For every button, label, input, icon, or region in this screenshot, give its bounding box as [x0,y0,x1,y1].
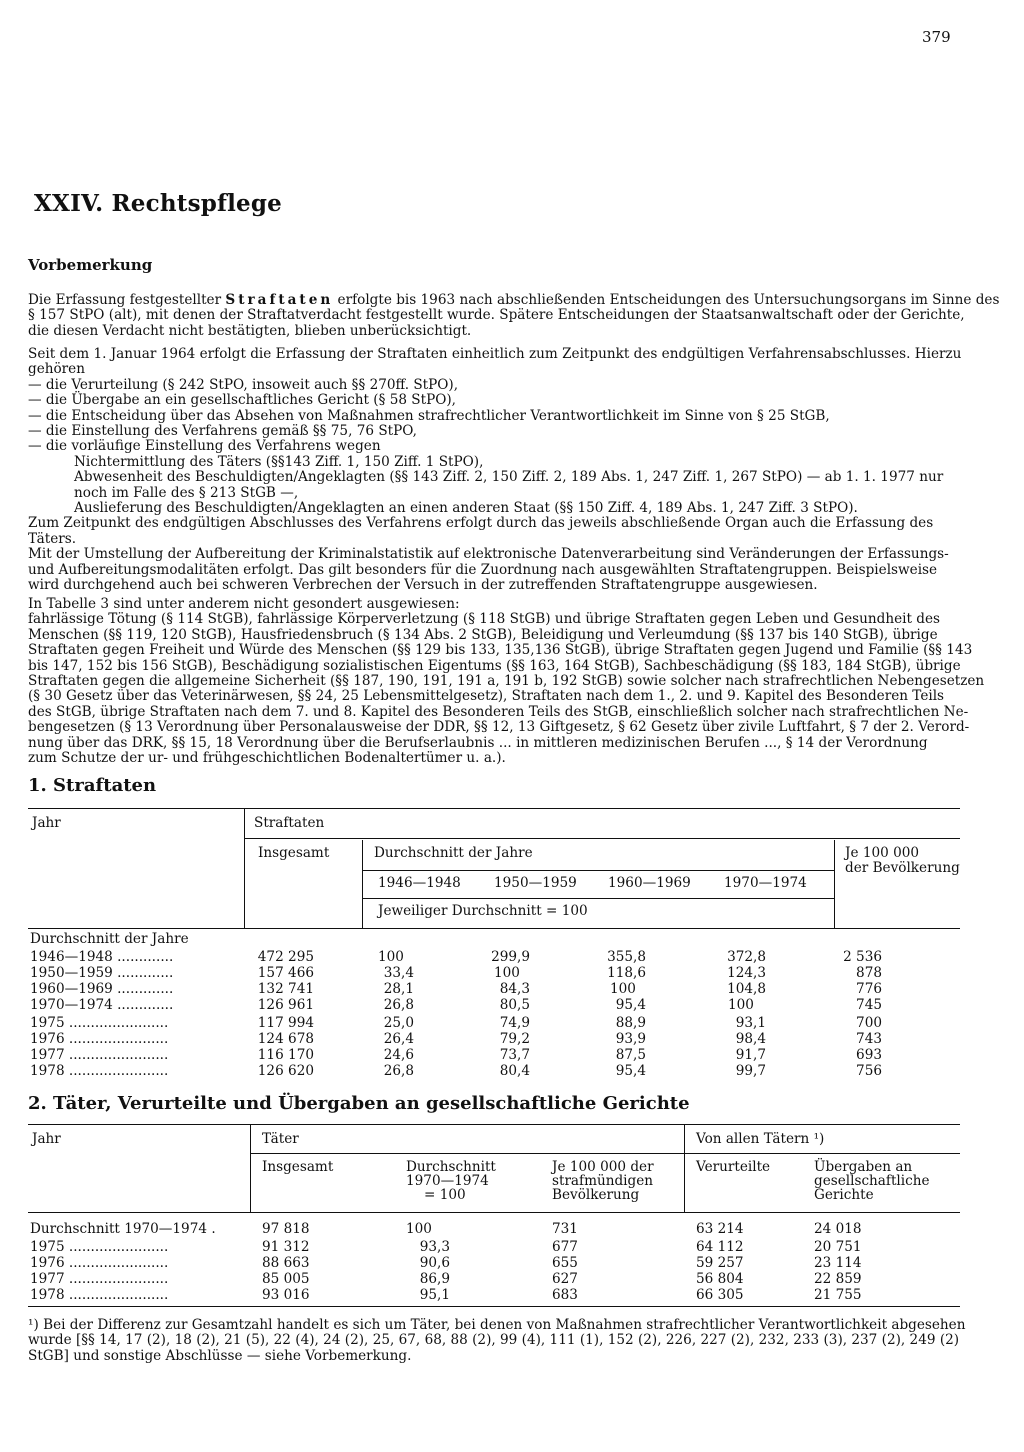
table2-header-uebergaben: Gerichte [814,1187,874,1203]
cell-verurteilte: 64 112 [696,1239,744,1255]
table2-header-durchschnitt: Durchschnitt [406,1159,496,1175]
paragraph-line: bengesetzen (§ 13 Verordnung über Personalausweise der DDR, §§ 12, 13 Giftgesetz, § 62 Gesetz über zivile Luftfahrt, § 7 der 2. Verord- [28,719,970,736]
cell-je: 731 [552,1221,578,1237]
cell-insgesamt: 93 016 [262,1287,310,1303]
cell-insgesamt: 124 678 [257,1031,314,1047]
table2-header-taeter: Täter [262,1131,299,1147]
cell-1946: 24,6 [383,1047,414,1063]
paragraph-line: Mit der Umstellung der Aufbereitung der Kriminalstatistik auf elektronische Datenverarbeitung sind Veränderungen der Erfassungs- [28,546,949,563]
cell-1970: 100 [728,997,754,1013]
cell-1950: 74,9 [499,1015,530,1031]
table2-header-uebergaben: Übergaben an [814,1159,913,1175]
table1-header-durchschnitt: Durchschnitt der Jahre [374,845,533,861]
cell-uebergaben: 24 018 [814,1221,862,1237]
paragraph-line: gehören [28,361,85,378]
footnote [28,1317,966,1364]
table2-header-verurteilte: Verurteilte [696,1159,771,1175]
cell-1970: 93,1 [735,1015,766,1031]
cell-1946: 26,4 [383,1031,414,1047]
cell-je: 683 [552,1287,578,1303]
table1-divider [834,840,835,929]
table1-header-period: 1960—1969 [608,875,691,891]
table1-title: 1. Straftaten [28,775,157,796]
cell-durchschnitt: 95,1 [419,1287,450,1303]
paragraph-line: § 157 StPO (alt), mit denen der Straftatverdacht festgestellt wurde. Spätere Entscheidungen der Staatsanwaltschaft oder der Gerichte, [28,307,965,324]
cell-verurteilte: 63 214 [696,1221,744,1237]
cell-insgesamt: 116 170 [257,1047,314,1063]
cell-durchschnitt: 93,3 [419,1239,450,1255]
footnote-line: StGB] und sonstige Abschlüsse — siehe Vorbemerkung. [28,1347,412,1364]
table1-header-straftaten: Straftaten [254,815,325,831]
cell-insgesamt: 126 961 [257,997,314,1013]
cell-1946: 33,4 [383,965,414,981]
table2-header-von-allen: Von allen Tätern ¹) [696,1131,825,1147]
table1-header-period: 1946—1948 [378,875,461,891]
cell-je: 878 [856,965,882,981]
paragraph-line: wird durchgehend auch bei schweren Verbrechen der Versuch in der zutreffenden Straftatengruppe ausgewiesen. [28,577,818,594]
paragraph-line: Straftaten gegen Freiheit und Würde des Menschen (§§ 129 bis 133, 135,136 StGB), übrige Straftaten gegen Jugend und Familie (§§ 143 [28,642,973,659]
paragraph-line: Täters. [28,530,77,547]
row-label: 1975 ....................... [30,1015,169,1031]
cell-insgesamt: 85 005 [262,1271,310,1287]
row-label: 1976 ....................... [30,1255,169,1271]
cell-1950: 79,2 [499,1031,530,1047]
text-run: Die Erfassung festgestellter [28,292,226,308]
table2-header-je: strafmündigen [552,1173,654,1189]
prelim-paragraph-2 [28,347,968,594]
cell-1950: 100 [494,965,520,981]
cell-je: 627 [552,1271,578,1287]
cell-1960: 118,6 [607,965,646,981]
sub-item: noch im Falle des § 213 StGB —, [74,484,299,501]
cell-1946: 28,1 [383,981,414,997]
cell-1960: 88,9 [615,1015,646,1031]
table1-divider [362,840,363,929]
sub-item: Nichtermittlung des Täters (§§143 Ziff. 1, 150 Ziff. 1 StPO), [74,453,484,470]
cell-insgesamt: 91 312 [262,1239,310,1255]
table2-header-uebergaben: gesellschaftliche [814,1173,930,1189]
list-item: — die Einstellung des Verfahrens gemäß §§ 75, 76 StPO, [28,423,417,440]
table2-header-je: Bevölkerung [552,1187,640,1203]
table2-divider [684,1125,685,1213]
paragraph-line: fahrlässige Tötung (§ 114 StGB), fahrlässige Körperverletzung (§ 118 StGB) und übrige Straftaten gegen Leben und Gesundheit des [28,611,941,628]
table1-header-jeweiliger: Jeweiliger Durchschnitt = 100 [378,903,588,919]
cell-1960: 355,8 [607,949,646,965]
paragraph-line: und Aufbereitungsmodalitäten erfolgt. Das gilt besonders für die Zuordnung nach ausgewählten Straftatengruppen. Beispielsweise [28,561,938,578]
cell-1960: 93,9 [615,1031,646,1047]
cell-je: 756 [856,1063,882,1079]
paragraph-line [28,292,1000,308]
prelim-heading: Vorbemerkung [28,256,153,274]
cell-durchschnitt: 90,6 [419,1255,450,1271]
table1-header-period: 1950—1959 [494,875,577,891]
cell-1946: 100 [378,949,404,965]
table1-header-insgesamt: Insgesamt [258,845,330,861]
row-label: 1970—1974 ............. [30,997,174,1013]
cell-je: 655 [552,1255,578,1271]
table2-header-rule [28,1212,960,1213]
cell-1960: 95,4 [615,1063,646,1079]
table1-rule [244,838,960,839]
list-item: — die Verurteilung (§ 242 StPO, insoweit auch §§ 270ff. StPO), [28,376,459,393]
cell-insgesamt: 126 620 [257,1063,314,1079]
cell-1950: 73,7 [499,1047,530,1063]
table1-header-je: der Bevölkerung [845,860,960,876]
list-item: — die Entscheidung über das Absehen von Maßnahmen strafrechtlicher Verantwortlichkeit im Sinne von § 25 StGB, [28,407,830,424]
text-run: erfolgte bis 1963 nach abschließenden Entscheidungen des Untersuchungsorgans im Sinne des [333,292,1000,308]
cell-1950: 299,9 [491,949,530,965]
cell-insgesamt: 472 295 [257,949,314,965]
cell-uebergaben: 20 751 [814,1239,862,1255]
cell-je: 776 [856,981,882,997]
row-label: 1977 ....................... [30,1047,169,1063]
cell-insgesamt: 117 994 [257,1015,314,1031]
table2-divider [250,1125,251,1213]
chapter-title: XXIV. Rechtspflege [34,190,282,217]
cell-durchschnitt: 100 [406,1221,432,1237]
cell-uebergaben: 23 114 [814,1255,862,1271]
cell-1970: 98,4 [735,1031,766,1047]
table2-header-durchschnitt: = 100 [424,1187,466,1203]
row-label: 1978 ....................... [30,1063,169,1079]
cell-je: 743 [856,1031,882,1047]
table1-rule [362,898,834,899]
row-label: 1960—1969 ............. [30,981,174,997]
cell-1946: 25,0 [383,1015,414,1031]
row-label: 1975 ....................... [30,1239,169,1255]
cell-insgesamt: 88 663 [262,1255,310,1271]
cell-insgesamt: 97 818 [262,1221,310,1237]
paragraph-line: Seit dem 1. Januar 1964 erfolgt die Erfassung der Straftaten einheitlich zum Zeitpunkt des endgültigen Verfahrensabschlusses. Hierzu [28,346,962,362]
cell-je: 677 [552,1239,578,1255]
row-label: 1950—1959 ............. [30,965,174,981]
table2-header-year: Jahr [32,1131,61,1147]
cell-uebergaben: 21 755 [814,1287,862,1303]
paragraph-line: (§ 30 Gesetz über das Veterinärwesen, §§ 24, 25 Lebensmittelgesetz), Straftaten nach dem 1., 2. und 9. Kapitel des Besonderen Teils [28,688,945,705]
footnote-line: ¹) Bei der Differenz zur Gesamtzahl handelt es sich um Täter, bei denen von Maßnahmen strafrechtlicher Verantwortlichkeit abgesehen [28,1317,966,1333]
cell-je: 2 536 [843,949,882,965]
cell-1960: 100 [610,981,636,997]
sub-item: Abwesenheit des Beschuldigten/Angeklagten (§§ 143 Ziff. 2, 150 Ziff. 2, 189 Abs. 1, 247 Ziff. 1, 267 StPO) — ab 1. 1. 1977 nur [74,469,944,486]
table1-header-period: 1970—1974 [724,875,807,891]
table2-header-je: Je 100 000 der [552,1159,654,1175]
cell-je: 693 [856,1047,882,1063]
row-label: 1978 ....................... [30,1287,169,1303]
row-label: 1976 ....................... [30,1031,169,1047]
table1-header-year: Jahr [32,815,61,831]
paragraph-line: bis 147, 152 bis 156 StGB), Beschädigung sozialistischen Eigentums (§§ 163, 164 StGB), Sachbeschädigung (§§ 183, 184 StGB), übrige [28,657,961,674]
cell-insgesamt: 132 741 [257,981,314,997]
table2-bottom-rule [28,1306,960,1307]
table2-rule [250,1153,960,1154]
table2-header-insgesamt: Insgesamt [262,1159,334,1175]
page-number: 379 [922,28,951,46]
cell-1946: 26,8 [383,1063,414,1079]
row-label: 1977 ....................... [30,1271,169,1287]
table2-title: 2. Täter, Verurteilte und Übergaben an gesellschaftliche Gerichte [28,1093,690,1114]
cell-verurteilte: 59 257 [696,1255,744,1271]
table1-divider [244,809,245,929]
paragraph-line: nung über das DRK, §§ 15, 18 Verordnung über die Berufserlaubnis ... in mittleren medizinischen Berufen ..., § 14 der Verordnung [28,734,928,751]
sub-item: Auslieferung des Beschuldigten/Angeklagten an einen anderen Staat (§§ 150 Ziff. 4, 189 Abs. 1, 247 Ziff. 3 StPO). [74,500,858,517]
list-item: — die Übergabe an ein gesellschaftliches Gericht (§ 58 StPO), [28,392,456,409]
footnote-line: wurde [§§ 14, 17 (2), 18 (2), 21 (5), 22 (4), 24 (2), 25, 67, 68, 88 (2), 99 (4), 111 (1), 152 (2), 226, 227 (2), 232, 233 (3), 237 (2), 249 (2) [28,1332,960,1349]
cell-1950: 80,5 [499,997,530,1013]
cell-1960: 95,4 [615,997,646,1013]
table2-header-durchschnitt: 1970—1974 [406,1173,489,1189]
paragraph-line: Menschen (§§ 119, 120 StGB), Hausfriedensbruch (§ 134 Abs. 2 StGB), Beleidigung und Verleumdung (§§ 137 bis 140 StGB), übrige [28,626,938,643]
cell-1970: 372,8 [727,949,766,965]
cell-1960: 87,5 [615,1047,646,1063]
row-label: 1946—1948 ............. [30,949,174,965]
cell-je: 700 [856,1015,882,1031]
cell-uebergaben: 22 859 [814,1271,862,1287]
cell-1970: 124,3 [727,965,766,981]
cell-1970: 104,8 [727,981,766,997]
table1-group-label: Durchschnitt der Jahre [30,931,189,947]
cell-1950: 84,3 [499,981,530,997]
table2-top-rule [28,1124,960,1125]
table1-top-rule [28,808,960,809]
cell-verurteilte: 66 305 [696,1287,744,1303]
paragraph-line: zum Schutze der ur- und frühgeschichtlichen Bodenaltertümer u. a.). [28,750,506,767]
cell-insgesamt: 157 466 [257,965,314,981]
list-item: — die vorläufige Einstellung des Verfahrens wegen [28,438,381,455]
paragraph-line: Zum Zeitpunkt des endgültigen Abschlusses des Verfahrens erfolgt durch das jeweils abschließende Organ auch die Erfassung des [28,515,934,532]
cell-je: 745 [856,997,882,1013]
paragraph-line: In Tabelle 3 sind unter anderem nicht gesondert ausgewiesen: [28,596,460,612]
cell-1950: 80,4 [499,1063,530,1079]
paragraph-line: des StGB, übrige Straftaten nach dem 7. und 8. Kapitel des Besonderen Teils des StGB, einschließlich solcher nach strafrechtlichen Ne- [28,703,969,720]
table1-header-je: Je 100 000 [845,845,920,861]
paragraph-line: die diesen Verdacht nicht bestätigten, blieben unberücksichtigt. [28,322,472,339]
row-label: Durchschnitt 1970—1974 . [30,1221,216,1237]
cell-1970: 91,7 [735,1047,766,1063]
table1-rule [362,870,834,871]
cell-1946: 26,8 [383,997,414,1013]
cell-1970: 99,7 [735,1063,766,1079]
table1-header-rule [28,928,960,929]
prelim-paragraph-1 [28,292,1000,339]
prelim-paragraph-3 [28,596,985,767]
paragraph-line: Straftaten gegen die allgemeine Sicherheit (§§ 187, 190, 191, 191 a, 191 b, 192 StGB) sowie solcher nach strafrechtlichen Nebengesetzen [28,673,985,690]
cell-verurteilte: 56 804 [696,1271,744,1287]
emphasis-term: Straftaten [225,292,334,308]
cell-durchschnitt: 86,9 [419,1271,450,1287]
